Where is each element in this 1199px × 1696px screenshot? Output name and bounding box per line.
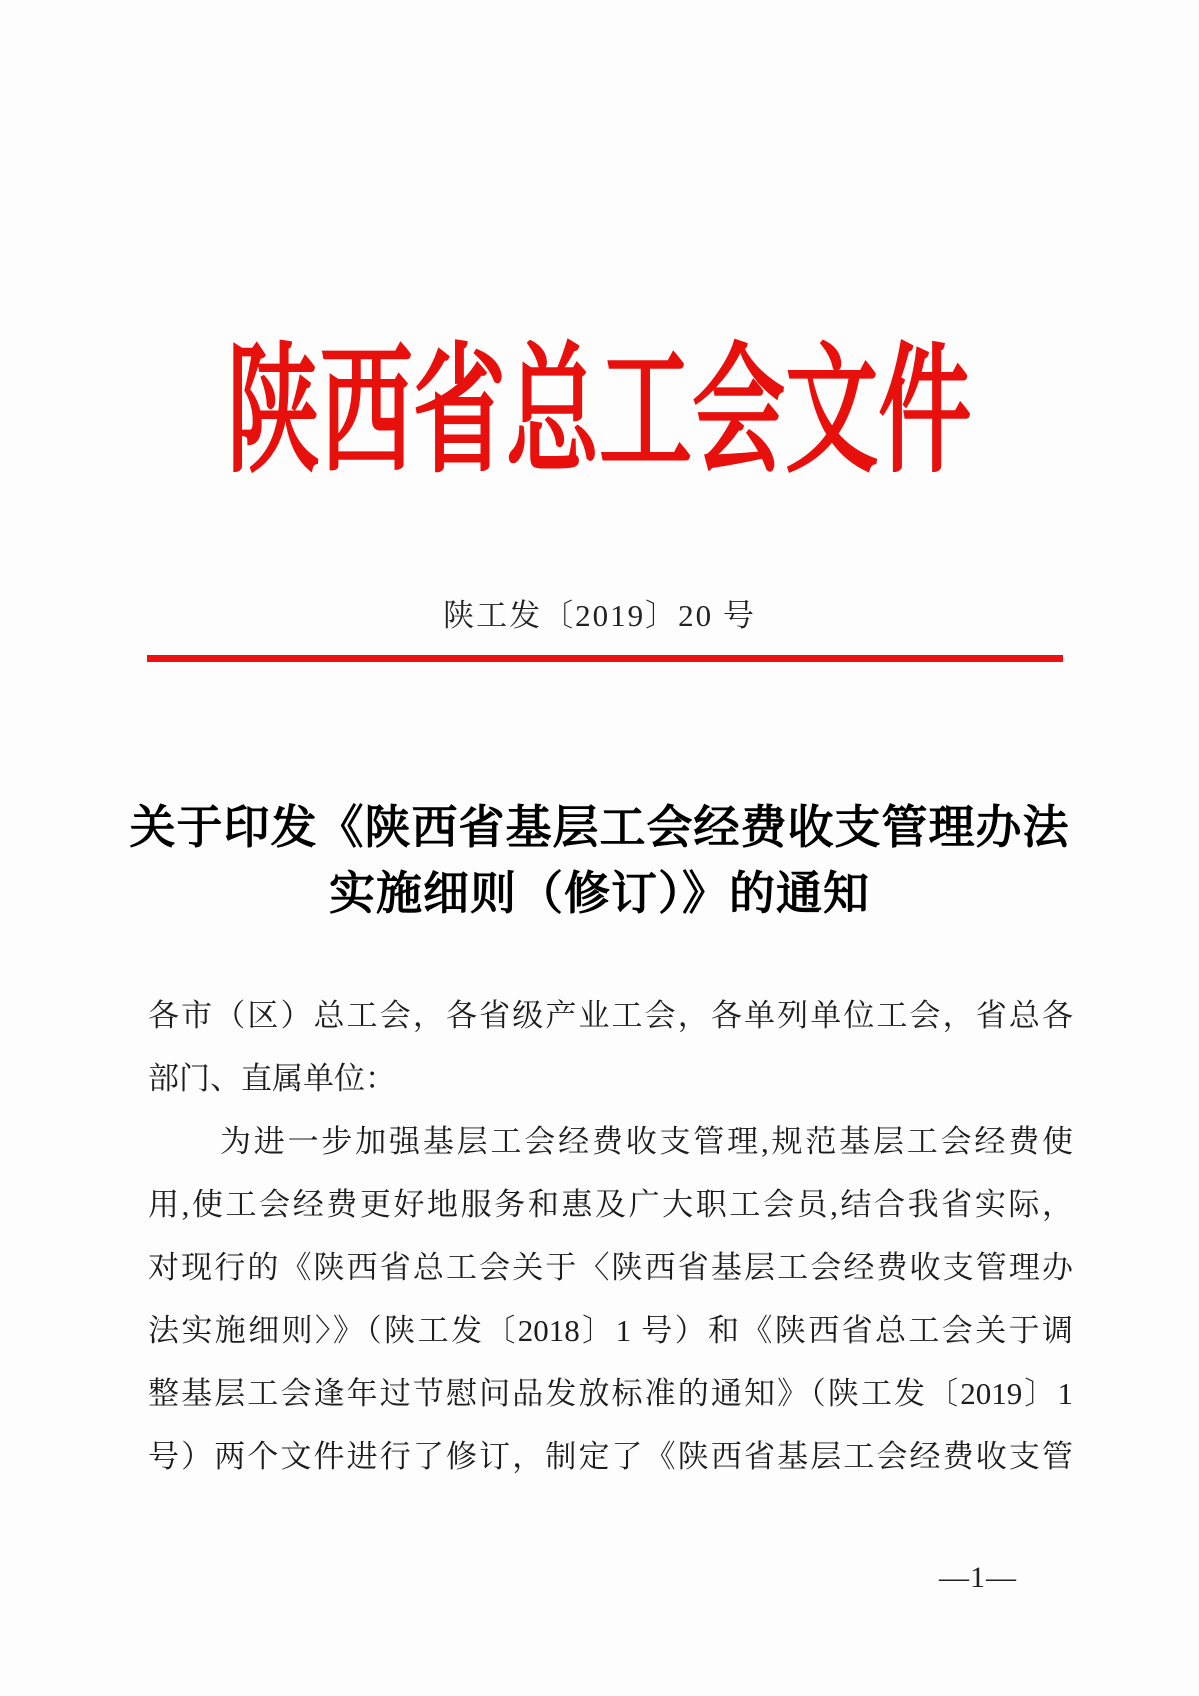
body-line: 法实施细则〉》（陕工发〔2018〕1 号）和《陕西省总工会关于调 [148,1313,1073,1348]
body-text [148,984,1073,1488]
body-line: 对现行的《陕西省总工会关于〈陕西省基层工会经费收支管理办 [148,1250,1073,1285]
letterhead-banner-title: 陕西省总工会文件 [227,335,972,490]
page-number: —1— [939,1561,1017,1594]
body-line: 整基层工会逢年过节慰问品发放标准的通知》（陕工发〔2019〕1 [148,1376,1073,1411]
body-line: 部门、直属单位： [148,1061,396,1096]
document-title-line-1: 关于印发《陕西省基层工会经费收支管理办法 [129,801,1070,853]
document-reference-number: 陕工发〔2019〕20 号 [443,598,756,633]
document-title-line-2: 实施细则（修订）》的通知 [329,867,870,919]
letterhead-banner [0,335,1199,490]
red-separator-rule [147,655,1063,662]
body-line: 用,使工会经费更好地服务和惠及广大职工会员,结合我省实际， [148,1187,1073,1222]
body-line: 号）两个文件进行了修订，制定了《陕西省基层工会经费收支管 [148,1439,1073,1474]
document-title [0,794,1199,926]
body-line: 各市（区）总工会，各省级产业工会，各单列单位工会，省总各 [148,998,1073,1033]
body-line: 为进一步加强基层工会经费收支管理,规范基层工会经费使 [220,1124,1073,1159]
